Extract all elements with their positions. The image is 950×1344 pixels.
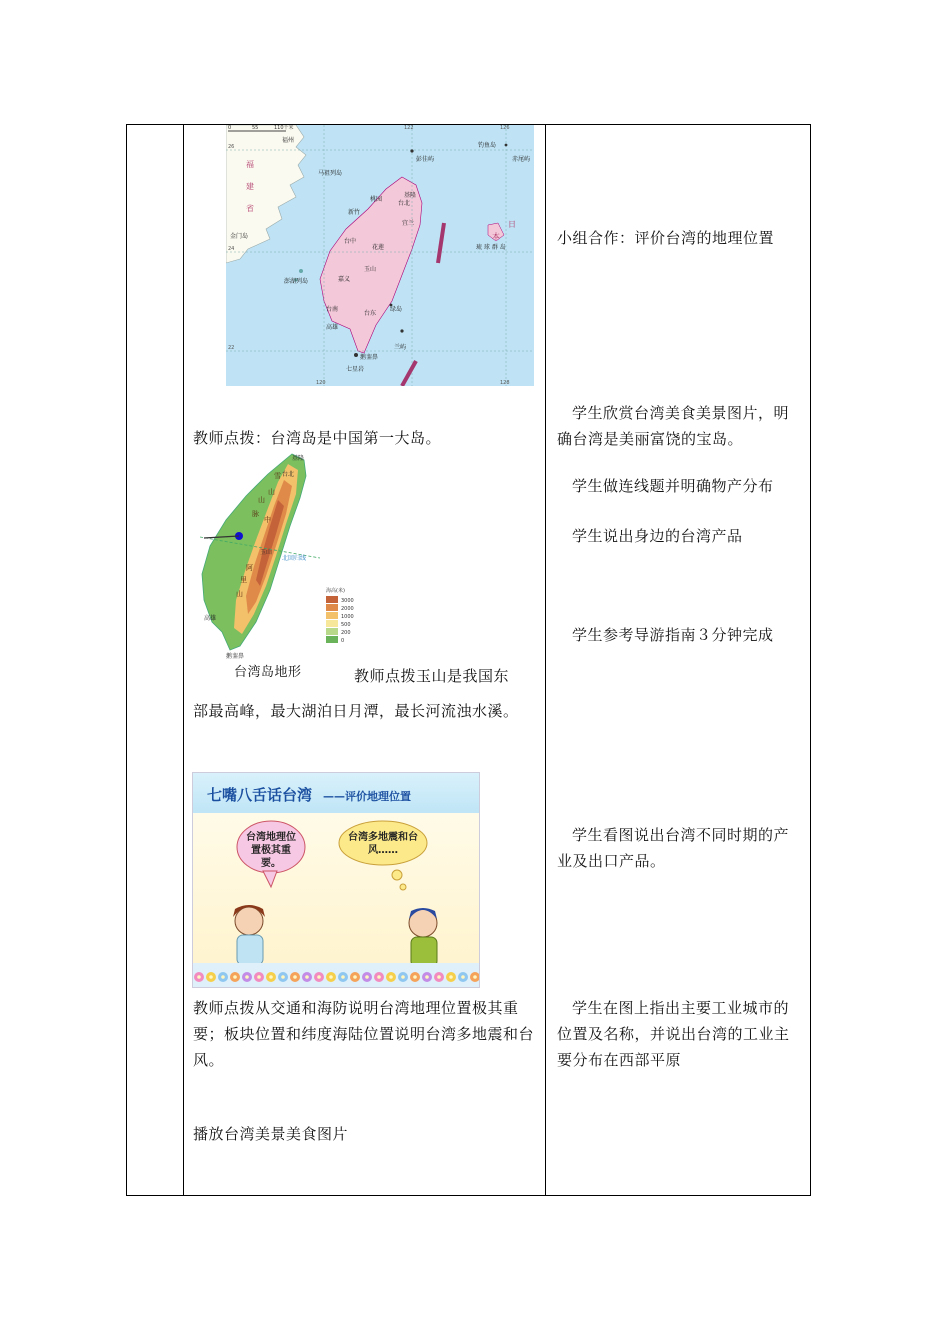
flower-center <box>389 975 393 979</box>
flower-center <box>413 975 417 979</box>
girl-body <box>237 935 263 965</box>
place-yilan: 宜兰 <box>402 220 415 227</box>
place-taidong: 台东 <box>364 310 377 317</box>
place-lanyu: 兰屿 <box>394 344 407 351</box>
flower-center <box>257 975 261 979</box>
flower-center <box>365 975 369 979</box>
diaoyu-dot <box>505 144 508 147</box>
girl-head <box>235 907 263 935</box>
penghu-island <box>299 269 303 273</box>
scale-tick-0: 0 <box>228 125 232 131</box>
teacher-note-yushan-line1: 教师点拨玉山是我国东 <box>354 667 510 685</box>
legend-level-label: 0 <box>341 638 345 644</box>
discussion-slide <box>192 772 480 988</box>
taiwan-location-map <box>226 125 534 386</box>
legend-level-label: 500 <box>341 622 351 628</box>
slide-subtitle: ——评价地理位置 <box>323 790 411 803</box>
place-xinzhu: 新竹 <box>348 209 361 216</box>
lon-label-122: 122 <box>404 125 414 131</box>
lon-label-128: 128 <box>500 380 510 386</box>
place-pengjia: 彭佳屿 <box>416 156 435 163</box>
scale-tick-55: 55 <box>252 125 259 131</box>
place-diaoyu: 钓鱼岛 <box>478 142 497 149</box>
mountain-char-11: 山 <box>236 590 243 598</box>
flower-center <box>281 975 285 979</box>
legend-level-label: 200 <box>341 630 351 636</box>
scale-tick-110: 110千米 <box>274 125 294 131</box>
lon-label-126: 126 <box>500 125 510 131</box>
place-fujian-2: 建 <box>246 182 254 191</box>
legend-level-label: 1000 <box>341 614 354 620</box>
flower-center <box>317 975 321 979</box>
slide-title: 七嘴八舌话台湾 <box>207 786 313 804</box>
place-fuzhou: 福州 <box>282 137 295 144</box>
place-taizhong: 台中 <box>344 238 357 245</box>
teacher-note-play-images: 播放台湾美景美食图片 <box>193 1125 349 1143</box>
flower-center <box>293 975 297 979</box>
lon-label-120: 120 <box>316 380 326 386</box>
terrain-place-jilong: 基隆 <box>292 455 305 462</box>
flower-center <box>437 975 441 979</box>
mountain-char-10: 里 <box>240 576 247 584</box>
flower-center <box>341 975 345 979</box>
flower-center <box>425 975 429 979</box>
place-penghu: 澎湖列岛 <box>284 278 309 285</box>
slide-illustration <box>193 813 480 988</box>
eluanbi-dot <box>354 353 358 357</box>
lat-label-26: 26 <box>228 144 235 150</box>
legend-title: 海高(米) <box>326 588 345 594</box>
speech-bubble-tail <box>263 871 277 887</box>
place-tainan: 台南 <box>326 306 339 313</box>
flower-center <box>401 975 405 979</box>
flower-center <box>209 975 213 979</box>
legend-swatch <box>326 620 338 627</box>
place-eluanbi: 鹅銮鼻 <box>360 354 379 361</box>
mountain-char-1: 雪 <box>274 472 281 480</box>
terrain-map-caption: 台湾岛地形 <box>234 665 302 680</box>
flower-center <box>353 975 357 979</box>
place-fujian-3: 省 <box>246 204 254 213</box>
flower-center <box>197 975 201 979</box>
flower-center <box>233 975 237 979</box>
terrain-place-yushan: 玉山 <box>260 549 273 556</box>
flower-center <box>329 975 333 979</box>
lanyu-dot <box>400 329 403 332</box>
lat-label-22: 22 <box>228 345 235 351</box>
terrain-tropic-label: 北回归线 <box>282 555 307 562</box>
column-divider-2 <box>545 124 546 1196</box>
student-activity-industry-periods: 学生看图说出台湾不同时期的产业及出口产品。 <box>557 826 790 870</box>
flower-center <box>449 975 453 979</box>
place-hualian: 花莲 <box>372 244 385 251</box>
lat-label-24: 24 <box>228 246 235 252</box>
place-jilong: 基隆 <box>404 192 417 199</box>
mountain-char-5: 中 <box>264 516 271 524</box>
mountain-char-2: 山 <box>268 488 275 496</box>
place-mazu: 马祖列岛 <box>318 170 343 177</box>
bubble-right-text: 台湾多地震和台风…… <box>348 832 418 856</box>
legend-swatch <box>326 636 338 643</box>
place-jiayi: 嘉义 <box>338 276 351 283</box>
terrain-place-taibei: 台北 <box>282 471 295 478</box>
pengjia-dot <box>410 149 413 152</box>
bubble-left-text: 台湾地理位置极其重要。 <box>246 832 296 869</box>
place-riben-1: 日 <box>508 220 516 229</box>
mountain-char-3: 山 <box>258 496 265 504</box>
flower-center <box>305 975 309 979</box>
thought-dot-1 <box>392 870 402 880</box>
place-gaoxiong: 高雄 <box>326 324 339 331</box>
place-chiwei: 赤尾屿 <box>512 156 531 163</box>
student-activity-industrial-cities: 学生在图上指出主要工业城市的位置及名称，并说出台湾的工业主要分布在西部平原 <box>557 999 790 1069</box>
place-yushan: 玉山 <box>364 266 377 273</box>
place-taoyuan: 桃园 <box>370 196 383 203</box>
mountain-char-9: 阿 <box>246 564 253 572</box>
mountain-char-4: 脉 <box>252 510 259 518</box>
teacher-note-largest-island: 教师点拨：台湾岛是中国第一大岛。 <box>193 429 442 447</box>
student-activity-matching: 学生做连线题并明确物产分布 <box>572 477 774 495</box>
flower-center <box>461 975 465 979</box>
column-divider-1 <box>183 124 184 1196</box>
place-taibei: 台北 <box>398 200 411 207</box>
teacher-note-yushan-rest: 部最高峰，最大湖泊日月潭，最长河流浊水溪。 <box>193 702 519 720</box>
student-activity-products: 学生说出身边的台湾产品 <box>572 527 743 545</box>
legend-level-label: 2000 <box>341 606 354 612</box>
thought-dot-2 <box>400 884 406 890</box>
student-activity-group-work: 小组合作：评价台湾的地理位置 <box>557 229 775 247</box>
terrain-place-eluanbi: 鹅銮鼻 <box>226 653 245 660</box>
flower-center <box>377 975 381 979</box>
legend-swatch <box>326 596 338 603</box>
flower-center <box>245 975 249 979</box>
boy-body <box>411 937 437 967</box>
teacher-note-importance: 教师点拨从交通和海防说明台湾地理位置极其重要；板块位置和纬度海陆位置说明台湾多地震和台风。 <box>193 999 535 1069</box>
flower-center <box>269 975 273 979</box>
legend-swatch <box>326 604 338 611</box>
terrain-legend <box>326 587 354 644</box>
flower-center <box>221 975 225 979</box>
place-ryukyu: 琉 球 群 岛 <box>476 244 506 251</box>
terrain-place-gaoxiong: 高雄 <box>204 615 217 622</box>
legend-swatch <box>326 612 338 619</box>
place-qixingyan: 七星岩 <box>346 366 365 373</box>
place-fujian-1: 福 <box>246 160 254 169</box>
place-riben-2: 本 <box>492 232 500 241</box>
student-activity-appreciate: 学生欣赏台湾美食美景图片，明确台湾是美丽富饶的宝岛。 <box>557 404 790 448</box>
place-jinmen: 金门岛 <box>230 233 249 240</box>
flower-center <box>473 975 477 979</box>
taiwan-terrain-map <box>190 450 370 660</box>
legend-level-label: 3000 <box>341 598 354 604</box>
student-activity-guide: 学生参考导游指南３分钟完成 <box>572 626 774 644</box>
place-lvdao: 绿岛 <box>390 306 403 313</box>
legend-swatch <box>326 628 338 635</box>
